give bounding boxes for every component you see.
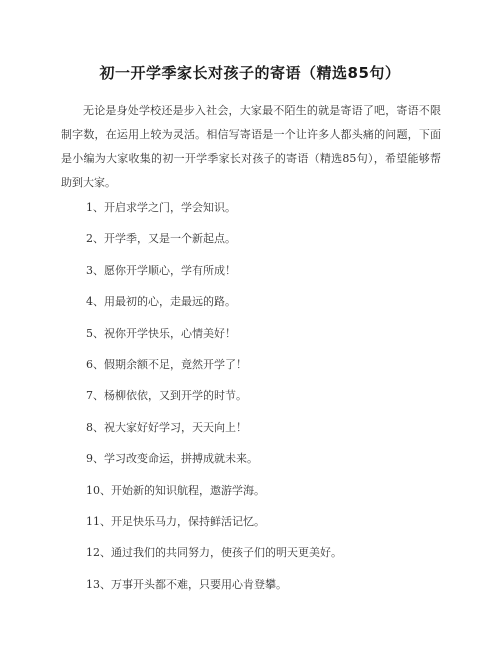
list-item: 3、愿你开学顺心，学有所成！ [86, 263, 236, 277]
list-item: 4、用最初的心，走最远的路。 [86, 295, 236, 309]
intro-paragraph: 无论是身处学校还是步入社会，大家最不陌生的就是寄语了吧，寄语不限制字数，在运用上较为灵活。相信写寄语是一个让许多人都头痛的问题，下面是小编为大家收集的初一开学季家长对孩子的寄语（精选85句），希望能够帮助到大家。 [61, 104, 441, 189]
list-item: 5、祝你开学快乐，心情美好！ [86, 326, 236, 340]
list-item: 6、假期余额不足，竟然开学了！ [86, 357, 247, 371]
list-item: 11、开足快乐马力，保持鲜活记忆。 [86, 514, 265, 528]
list-item: 13、万事开头都不难，只要用心肯登攀。 [86, 577, 287, 591]
document-title: 初一开学季家长对孩子的寄语（精选85句） [99, 64, 401, 82]
list-item: 2、开学季，又是一个新起点。 [86, 232, 236, 246]
list-item: 12、通过我们的共同努力，使孩子们的明天更美好。 [86, 546, 342, 560]
list-item: 7、杨柳依依，又到开学的时节。 [86, 389, 247, 403]
list-item: 10、开始新的知识航程，遨游学海。 [86, 483, 265, 497]
list-item: 1、开启求学之门，学会知识。 [86, 201, 236, 214]
list-item: 9、学习改变命运，拼搏成就未来。 [86, 452, 258, 466]
list-item: 8、祝大家好好学习，天天向上！ [86, 420, 247, 434]
blessing-list [86, 196, 446, 604]
